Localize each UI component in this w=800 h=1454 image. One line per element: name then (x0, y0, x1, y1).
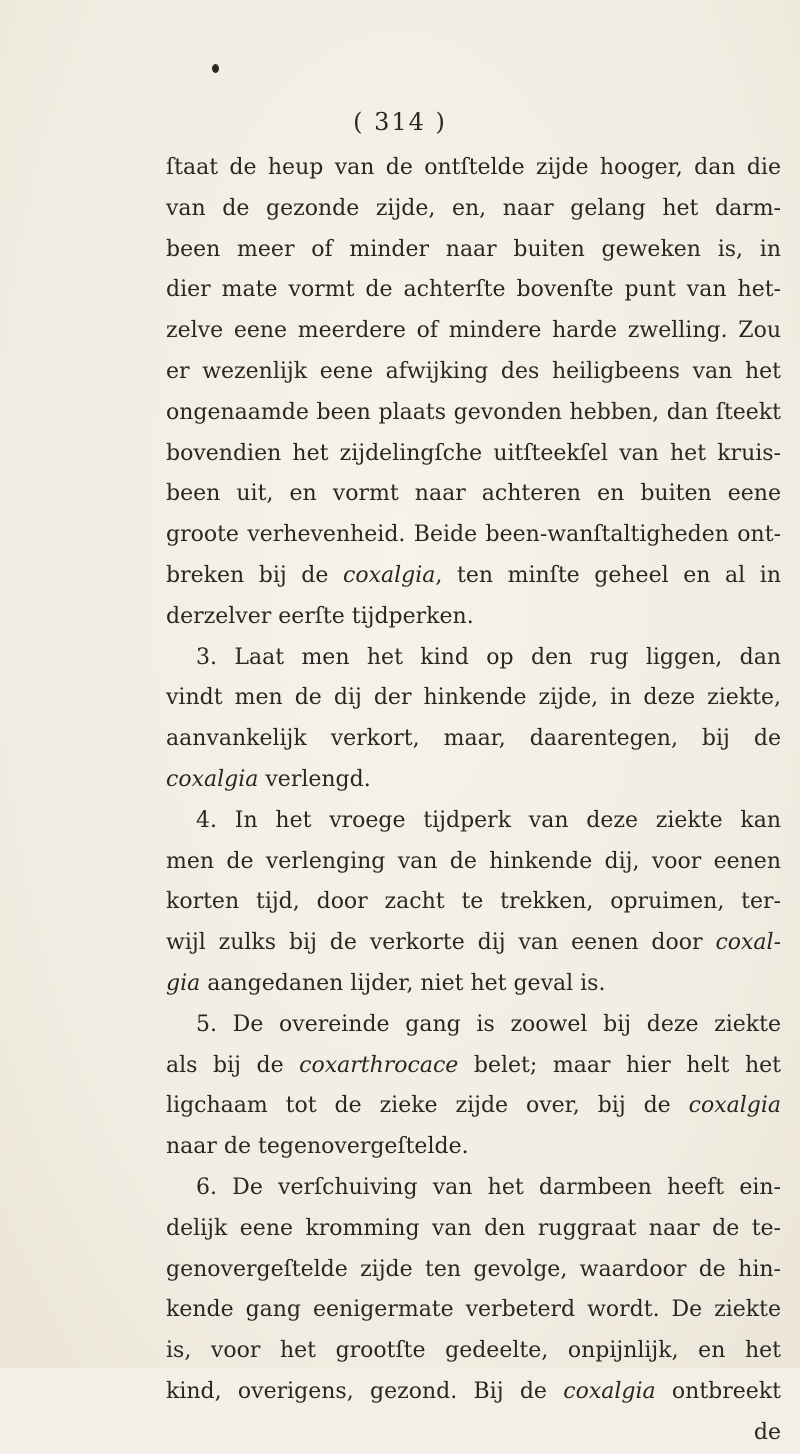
text-segment: wijl zulks bij de verkorte dij van eenen door (166, 930, 716, 956)
text-line (166, 801, 781, 842)
text-line (166, 638, 781, 679)
text-segment: ontbreekt (655, 1378, 781, 1404)
text-segment: aangedanen lijder, niet het geval is. (200, 970, 606, 996)
text-segment: er wezenlijk eene afwijking des heiligbeens van het (166, 358, 781, 384)
text-segment: men de verlenging van de hinkende dij, voor eenen (166, 848, 781, 874)
text-line (166, 393, 781, 434)
ink-spot (212, 64, 219, 73)
text-segment: verlengd. (258, 766, 371, 792)
text-segment: genovergeſtelde zijde ten gevolge, waardoor de hin- (166, 1256, 781, 1282)
text-line (166, 842, 781, 883)
text-segment: groote verhevenheid. Beide been-wanſtaltigheden ont- (166, 522, 781, 548)
text-segment: 5. De overeinde gang is zoowel bij deze ziekte (196, 1011, 781, 1037)
text-line (166, 474, 781, 515)
text-segment: vindt men de dij der hinkende zijde, in deze ziekte, (166, 685, 781, 711)
text-line (166, 1046, 781, 1087)
text-segment: naar de tegenovergeſtelde. (166, 1134, 469, 1160)
page-number: ( 314 ) (353, 108, 447, 136)
text-segment: zelve eene meerdere of mindere harde zwelling. Zou (166, 318, 781, 344)
text-line (166, 1372, 781, 1413)
text-segment: bovendien het zijdelingſche uitſteekſel van het kruis- (166, 440, 781, 466)
text-segment: 4. In het vroege tijdperk van deze ziekte kan (196, 807, 781, 833)
text-line (166, 760, 781, 801)
text-line (166, 1290, 781, 1331)
text-line (166, 1331, 781, 1372)
text-line (166, 1168, 781, 1209)
text-segment: 3. Laat men het kind op den rug liggen, dan (196, 644, 781, 670)
italic-term: gia (166, 970, 201, 996)
text-line (166, 270, 781, 311)
text-segment: delijk eene kromming van den ruggraat naar de te- (166, 1215, 781, 1241)
text-line (166, 1413, 781, 1454)
text-line (166, 923, 781, 964)
text-segment: als bij de (166, 1052, 300, 1078)
italic-term: coxarthrocace (299, 1052, 459, 1078)
text-line (166, 882, 781, 923)
text-line (166, 556, 781, 597)
text-line (166, 230, 781, 271)
text-line (166, 719, 781, 760)
text-line (166, 1127, 781, 1168)
text-line (166, 1086, 781, 1127)
text-segment: ongenaamde been plaats gevonden hebben, dan ſteekt (166, 399, 781, 425)
text-segment: been meer of minder naar buiten geweken is, in (166, 236, 781, 262)
text-line (166, 964, 781, 1005)
text-line (166, 311, 781, 352)
text-line (166, 1005, 781, 1046)
text-line (166, 352, 781, 393)
text-segment: van de gezonde zijde, en, naar gelang het darm- (166, 195, 781, 221)
text-segment: dier mate vormt de achterſte bovenſte punt van het- (166, 277, 781, 303)
text-line (166, 1209, 781, 1250)
text-segment: been uit, en vormt naar achteren en buiten eene (166, 481, 781, 507)
text-segment: is, voor het grootſte gedeelte, onpijnlijk, en het (166, 1338, 781, 1364)
text-segment: aanvankelijk verkort, maar, daarentegen, bij de (166, 726, 781, 752)
text-line (166, 148, 781, 189)
body-text (166, 148, 781, 1454)
text-segment: , ten minſte geheel en al in (435, 562, 781, 588)
text-line (166, 597, 781, 638)
italic-term: coxalgia (688, 1093, 781, 1119)
text-segment: ligchaam tot de zieke zijde over, bij de (166, 1093, 689, 1119)
text-segment: derzelver eerſte tijdperken. (166, 603, 474, 629)
text-segment: breken bij de (166, 562, 343, 588)
text-line (166, 678, 781, 719)
text-segment: 6. De verſchuiving van het darmbeen heeft ein- (196, 1174, 781, 1200)
italic-term: coxalgia (563, 1378, 656, 1404)
italic-term: coxalgia (343, 562, 436, 588)
text-line (166, 515, 781, 556)
text-segment: de (753, 1419, 781, 1445)
text-segment: korten tijd, door zacht te trekken, opruimen, ter- (166, 889, 781, 915)
text-line (166, 189, 781, 230)
italic-term: coxalgia (166, 766, 259, 792)
text-segment: kende gang eenigermate verbeterd wordt. De ziekte (166, 1297, 781, 1323)
text-segment: ſtaat de heup van de ontſtelde zijde hooger, dan die (166, 155, 781, 180)
text-segment: belet; maar hier helt het (458, 1052, 781, 1078)
italic-term: coxal- (715, 930, 781, 956)
text-line (166, 1250, 781, 1291)
text-line (166, 434, 781, 475)
text-segment: kind, overigens, gezond. Bij de (166, 1378, 564, 1404)
